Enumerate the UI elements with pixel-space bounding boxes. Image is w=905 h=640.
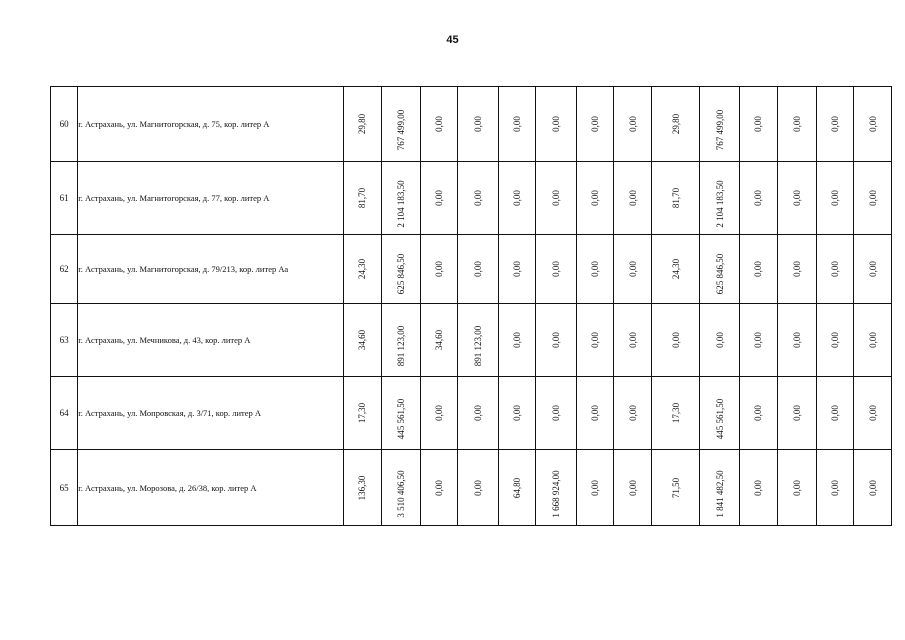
value-text: 0,00 xyxy=(791,190,802,206)
value-text: 0,00 xyxy=(473,261,484,277)
value-text: 34,60 xyxy=(434,329,445,351)
value-text: 0,00 xyxy=(791,479,802,496)
value-text: 136,30 xyxy=(357,475,368,500)
value-cell xyxy=(777,235,816,304)
value-cell xyxy=(576,87,613,162)
row-number: 63 xyxy=(51,304,78,377)
value-text: 24,30 xyxy=(357,258,368,280)
value-text: 0,00 xyxy=(867,332,878,348)
value-cell xyxy=(498,235,535,304)
value-text: 0,00 xyxy=(550,190,561,206)
value-text: 0,00 xyxy=(550,405,561,421)
value-text: 0,00 xyxy=(867,190,878,206)
value-text: 0,00 xyxy=(627,479,638,496)
value-text: 891 123,00 xyxy=(395,325,406,366)
value-cell xyxy=(381,162,420,235)
address-cell: г. Астрахань, ул. Морозова, д. 26/38, кор. литер А xyxy=(78,450,344,526)
value-text: 0,00 xyxy=(511,332,522,348)
value-cell xyxy=(777,377,816,450)
row-number: 60 xyxy=(51,87,78,162)
value-cell xyxy=(777,87,816,162)
value-cell xyxy=(699,450,739,526)
table-row xyxy=(51,377,892,450)
value-text: 0,00 xyxy=(753,190,764,206)
value-cell xyxy=(652,450,700,526)
value-cell xyxy=(381,304,420,377)
value-text: 767 499,00 xyxy=(714,109,725,151)
value-cell xyxy=(536,162,576,235)
value-text: 0,00 xyxy=(511,405,522,421)
value-text: 0,00 xyxy=(434,405,445,421)
value-text: 3 510 406,50 xyxy=(395,469,406,518)
value-text: 29,80 xyxy=(670,113,681,135)
value-text: 1 668 924,00 xyxy=(550,469,561,518)
value-text: 0,00 xyxy=(830,190,841,206)
value-cell xyxy=(498,87,535,162)
value-cell xyxy=(420,304,457,377)
value-text: 0,00 xyxy=(791,332,802,348)
address-cell: г. Астрахань, ул. Мечникова, д. 43, кор. литер А xyxy=(78,304,344,377)
value-cell xyxy=(458,162,498,235)
value-text: 29,80 xyxy=(357,113,368,135)
value-cell xyxy=(740,235,777,304)
value-cell xyxy=(854,235,892,304)
value-text: 0,00 xyxy=(550,116,561,132)
value-text: 0,00 xyxy=(589,190,600,206)
value-text: 0,00 xyxy=(753,332,764,348)
value-cell xyxy=(576,377,613,450)
value-cell xyxy=(498,162,535,235)
value-cell xyxy=(458,450,498,526)
value-cell xyxy=(498,377,535,450)
address-cell: г. Астрахань, ул. Мопровская, д. 3/71, кор. литер А xyxy=(78,377,344,450)
value-cell xyxy=(381,87,420,162)
value-cell xyxy=(699,87,739,162)
value-text: 0,00 xyxy=(791,116,802,132)
value-text: 0,00 xyxy=(473,479,484,496)
value-cell xyxy=(652,377,700,450)
value-text: 0,00 xyxy=(589,479,600,496)
value-cell xyxy=(576,162,613,235)
row-number: 62 xyxy=(51,235,78,304)
value-cell xyxy=(576,304,613,377)
value-text: 891 123,00 xyxy=(473,325,484,366)
value-cell xyxy=(652,304,700,377)
value-text: 0,00 xyxy=(714,332,725,348)
value-cell xyxy=(344,377,381,450)
value-cell xyxy=(854,304,892,377)
value-text: 0,00 xyxy=(473,190,484,206)
value-cell xyxy=(613,235,651,304)
value-text: 0,00 xyxy=(434,190,445,206)
value-text: 0,00 xyxy=(434,261,445,277)
value-cell xyxy=(613,377,651,450)
value-cell xyxy=(817,377,854,450)
address-cell: г. Астрахань, ул. Магнитогорская, д. 75, кор. литер А xyxy=(78,87,344,162)
table-row xyxy=(51,162,892,235)
value-text: 0,00 xyxy=(511,261,522,277)
value-cell xyxy=(817,304,854,377)
row-number: 65 xyxy=(51,450,78,526)
value-text: 0,00 xyxy=(473,116,484,132)
value-text: 0,00 xyxy=(830,479,841,496)
value-cell xyxy=(381,377,420,450)
value-cell xyxy=(458,235,498,304)
value-cell xyxy=(498,450,535,526)
value-cell xyxy=(536,377,576,450)
value-cell xyxy=(498,304,535,377)
value-text: 0,00 xyxy=(589,261,600,277)
value-text: 81,70 xyxy=(670,187,681,209)
value-cell xyxy=(381,450,420,526)
value-cell xyxy=(740,87,777,162)
value-text: 0,00 xyxy=(753,405,764,421)
value-text: 0,00 xyxy=(627,261,638,277)
value-cell xyxy=(699,377,739,450)
value-cell xyxy=(420,450,457,526)
value-cell xyxy=(854,87,892,162)
value-cell xyxy=(740,162,777,235)
value-text: 2 104 183,50 xyxy=(714,180,725,228)
value-cell xyxy=(777,450,816,526)
value-text: 0,00 xyxy=(670,332,681,348)
value-text: 0,00 xyxy=(589,116,600,132)
value-text: 0,00 xyxy=(867,261,878,277)
value-cell xyxy=(854,450,892,526)
value-cell xyxy=(613,304,651,377)
value-text: 625 846,50 xyxy=(395,254,406,295)
value-text: 0,00 xyxy=(589,405,600,421)
value-cell xyxy=(699,304,739,377)
value-cell xyxy=(458,87,498,162)
value-cell xyxy=(613,450,651,526)
value-cell xyxy=(817,450,854,526)
table-row xyxy=(51,304,892,377)
value-text: 34,60 xyxy=(357,329,368,351)
value-cell xyxy=(613,162,651,235)
value-cell xyxy=(652,87,700,162)
value-text: 0,00 xyxy=(473,405,484,421)
value-cell xyxy=(420,87,457,162)
value-text: 81,70 xyxy=(357,187,368,209)
value-text: 2 104 183,50 xyxy=(395,180,406,228)
value-cell xyxy=(652,162,700,235)
value-cell xyxy=(576,450,613,526)
value-cell xyxy=(613,87,651,162)
value-cell xyxy=(652,235,700,304)
value-text: 0,00 xyxy=(627,405,638,421)
value-cell xyxy=(854,377,892,450)
value-text: 0,00 xyxy=(791,261,802,277)
value-text: 0,00 xyxy=(791,405,802,421)
value-cell xyxy=(344,450,381,526)
table-row xyxy=(51,87,892,162)
value-cell xyxy=(536,450,576,526)
value-text: 0,00 xyxy=(830,261,841,277)
value-cell xyxy=(344,304,381,377)
value-text: 0,00 xyxy=(830,332,841,348)
table-row xyxy=(51,235,892,304)
value-cell xyxy=(420,377,457,450)
row-number: 61 xyxy=(51,162,78,235)
value-text: 0,00 xyxy=(511,116,522,132)
value-cell xyxy=(817,162,854,235)
value-text: 0,00 xyxy=(627,332,638,348)
value-text: 0,00 xyxy=(627,190,638,206)
value-text: 0,00 xyxy=(867,116,878,132)
value-text: 0,00 xyxy=(753,479,764,496)
value-cell xyxy=(699,235,739,304)
value-text: 0,00 xyxy=(550,261,561,277)
value-text: 0,00 xyxy=(434,116,445,132)
value-cell xyxy=(576,235,613,304)
value-text: 17,30 xyxy=(357,402,368,424)
value-cell xyxy=(740,377,777,450)
value-text: 64,80 xyxy=(511,477,522,498)
table-body xyxy=(51,87,892,526)
value-text: 71,50 xyxy=(670,477,681,498)
value-cell xyxy=(740,304,777,377)
value-cell xyxy=(458,304,498,377)
value-cell xyxy=(740,450,777,526)
value-text: 24,30 xyxy=(670,258,681,280)
value-cell xyxy=(381,235,420,304)
page-number: 45 xyxy=(446,34,459,46)
value-cell xyxy=(458,377,498,450)
value-text: 0,00 xyxy=(589,332,600,348)
address-cell: г. Астрахань, ул. Магнитогорская, д. 77, кор. литер А xyxy=(78,162,344,235)
value-text: 0,00 xyxy=(867,405,878,421)
value-cell xyxy=(699,162,739,235)
value-text: 0,00 xyxy=(830,405,841,421)
value-cell xyxy=(420,162,457,235)
registry-table xyxy=(50,86,892,526)
value-text: 445 561,50 xyxy=(714,398,725,439)
value-text: 0,00 xyxy=(434,479,445,496)
value-text: 0,00 xyxy=(830,116,841,132)
value-text: 0,00 xyxy=(511,190,522,206)
value-text: 0,00 xyxy=(627,116,638,132)
table-row xyxy=(51,450,892,526)
value-text: 0,00 xyxy=(753,261,764,277)
row-number: 64 xyxy=(51,377,78,450)
value-cell xyxy=(344,162,381,235)
value-text: 445 561,50 xyxy=(395,398,406,439)
address-cell: г. Астрахань, ул. Магнитогорская, д. 79/213, кор. литер Аа xyxy=(78,235,344,304)
value-cell xyxy=(777,162,816,235)
value-cell xyxy=(536,87,576,162)
value-cell xyxy=(536,304,576,377)
value-cell xyxy=(817,235,854,304)
value-text: 625 846,50 xyxy=(714,254,725,295)
value-text: 1 841 482,50 xyxy=(714,469,725,518)
value-text: 0,00 xyxy=(867,479,878,496)
value-cell xyxy=(536,235,576,304)
value-cell xyxy=(344,235,381,304)
value-cell xyxy=(817,87,854,162)
value-cell xyxy=(854,162,892,235)
value-text: 0,00 xyxy=(550,332,561,348)
value-cell xyxy=(777,304,816,377)
value-cell xyxy=(344,87,381,162)
value-text: 0,00 xyxy=(753,116,764,132)
value-text: 767 499,00 xyxy=(395,109,406,151)
value-cell xyxy=(420,235,457,304)
value-text: 17,30 xyxy=(670,402,681,424)
